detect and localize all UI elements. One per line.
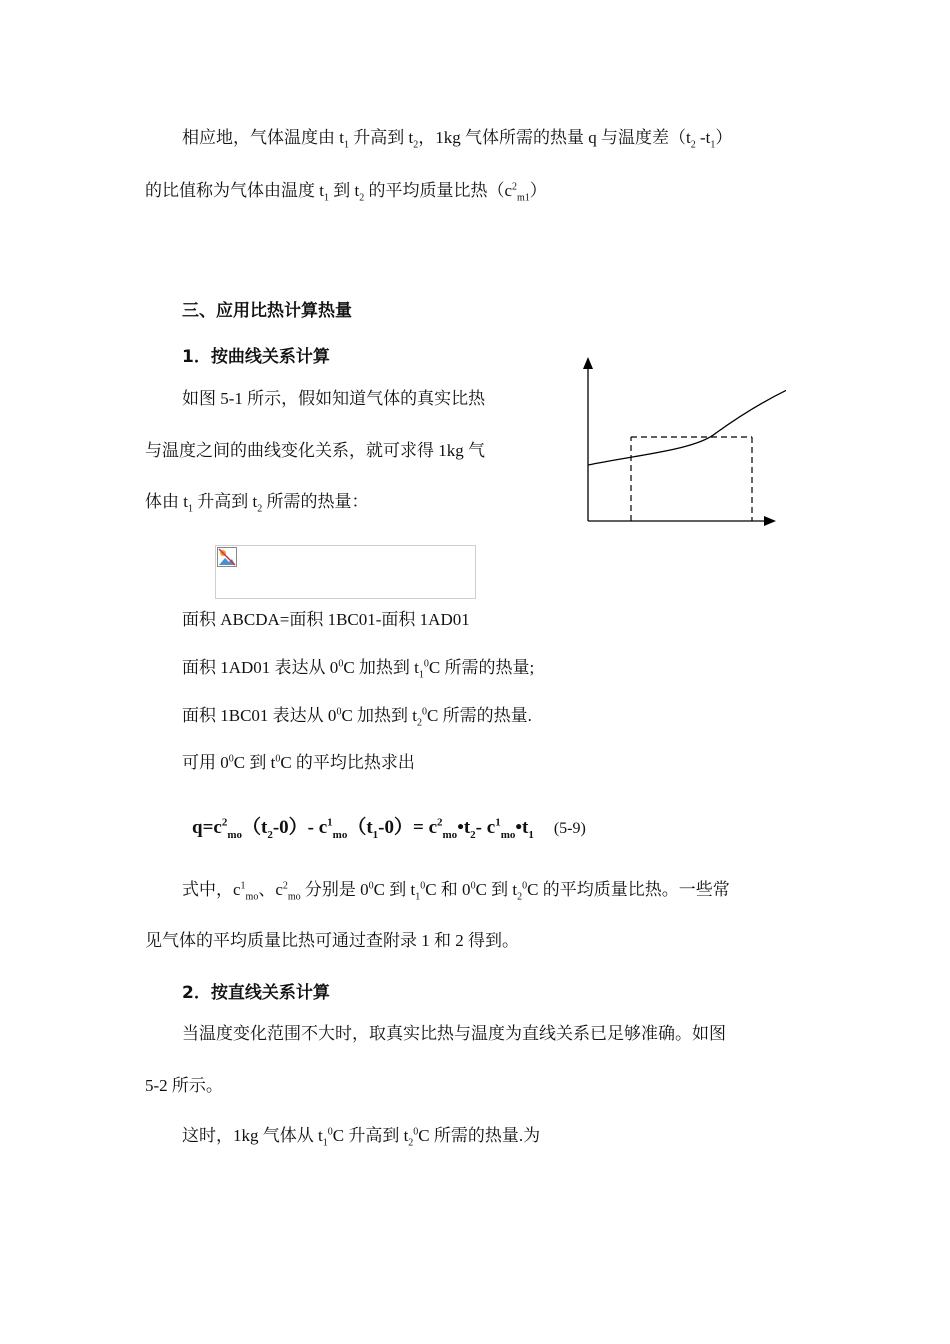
sub2-line1: 当温度变化范围不大时，取真实比热与温度为直线关系已足够准确。如图 bbox=[182, 1024, 726, 1043]
sub1-line1: 如图 5-1 所示，假如知道气体的真实比热 bbox=[182, 389, 486, 408]
specific-heat-curve bbox=[588, 389, 786, 465]
formula-5-9: $q=c^2_{mo}(t_2-0)-$ $c^1_{mo}(t_1-0)=$ $c^2_{mo}•t_2-$ $c^1_{mo}•t_1$ (5-9) bbox=[192, 816, 586, 841]
specific-heat-curve-diagram bbox=[576, 355, 786, 530]
area-line4: 可用 $0^0C$ 到 $t^0C$ 的平均比热求出 bbox=[182, 753, 415, 772]
area-line1: 面积 ABCDA=面积 1BC01-面积 1AD01 bbox=[182, 610, 470, 629]
para1-line1: 相应地，气体温度由 $t_1$ 升高到 $t_2$，1kg 气体所需的热量 q 与温度差（$t_2$ $-t_1$） bbox=[182, 128, 733, 151]
sub1-line2: 与温度之间的曲线变化关系，就可求得 1kg 气 bbox=[145, 441, 485, 460]
section3-title: 三、应用比热计算热量 bbox=[182, 301, 352, 321]
area-boundary-dashed bbox=[631, 437, 752, 521]
sub2-line2: 5-2 所示。 bbox=[145, 1076, 223, 1095]
where-line1: 式中，$c^1_{mo}$、$c^2_{mo}$ 分别是 $0^0C$ 到 $t_1^0C$ 和 $0^0C$ 到 $t_2^0C$ 的平均质量比热。一些常 bbox=[182, 880, 730, 903]
x-axis bbox=[588, 516, 776, 526]
para1-line2: 的比值称为气体由温度 $t_1$ 到 $t_2$ 的平均质量比热$(c^2_{m1})$ bbox=[145, 181, 547, 204]
y-axis bbox=[583, 357, 593, 521]
area-line2: 面积 1AD01 表达从 $0^0C$ 加热到 $t_1^0C$ 所需的热量; bbox=[182, 658, 535, 681]
area-line3: 面积 1BC01 表达从 $0^0C$ 加热到 $t_2^0C$ 所需的热量. bbox=[182, 706, 532, 729]
sub2-line3: 这时，1kg 气体从 $t_1^0C$ 升高到 $t_2^0C$ 所需的热量.为 bbox=[182, 1126, 541, 1149]
equation-number: (5-9) bbox=[553, 820, 586, 837]
where-line2: 见气体的平均质量比热可通过查附录 1 和 2 得到。 bbox=[145, 931, 519, 950]
sub2-title: 2．按直线关系计算 bbox=[182, 983, 330, 1003]
sub1-title: 1．按曲线关系计算 bbox=[182, 347, 330, 367]
broken-image-icon bbox=[217, 547, 237, 567]
image-placeholder bbox=[215, 545, 476, 599]
sub1-line3: 体由 $t_1$ 升高到 $t_2$ 所需的热量： bbox=[145, 492, 369, 515]
